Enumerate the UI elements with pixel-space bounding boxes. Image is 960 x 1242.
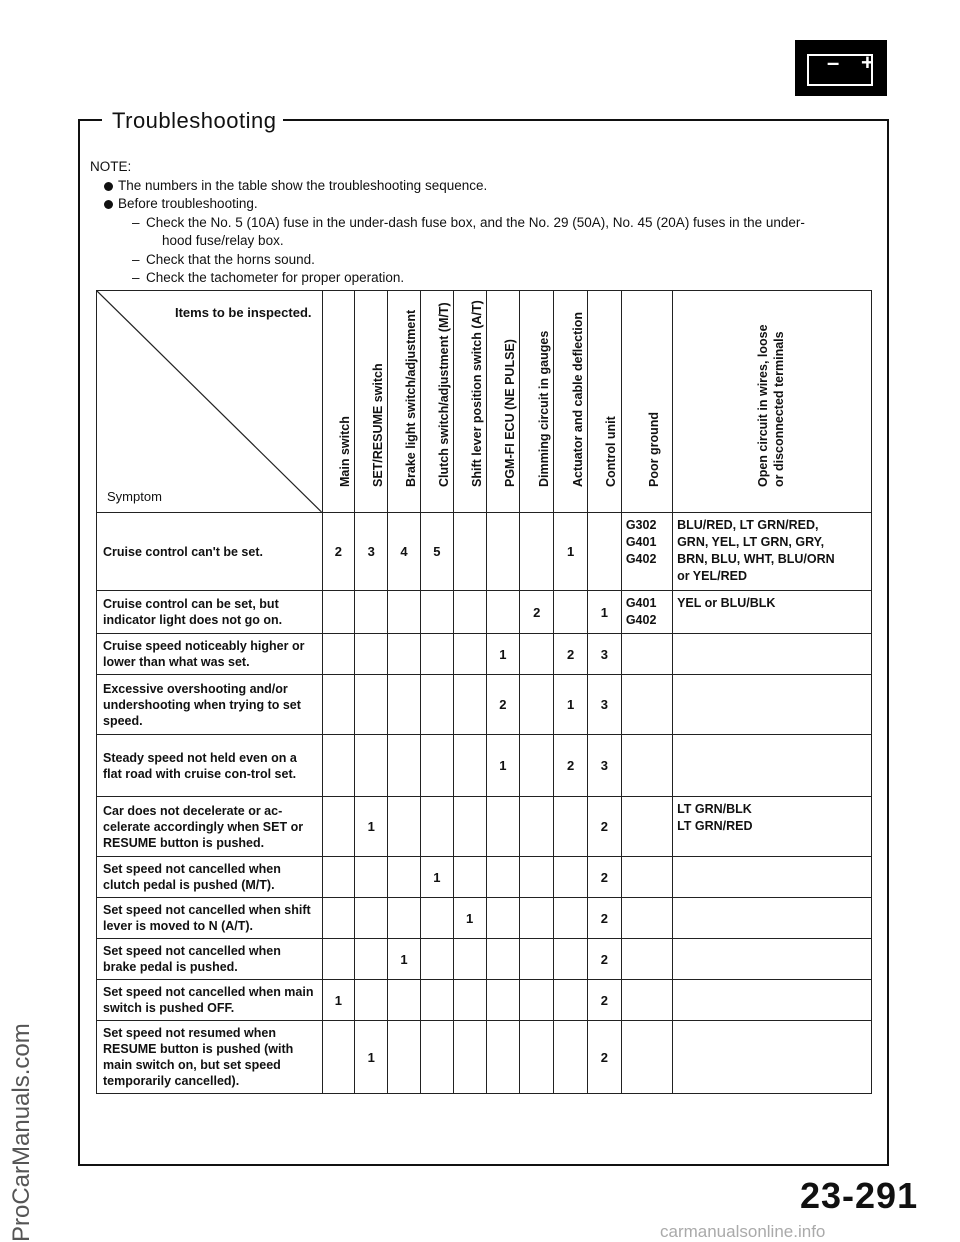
sequence-cell: 2 [322, 513, 355, 591]
sequence-cell [420, 675, 453, 735]
sequence-cell [322, 634, 355, 675]
sequence-cell [388, 797, 421, 857]
sequence-cell [420, 939, 453, 980]
wires-cell: BLU/RED, LT GRN/RED, GRN, YEL, LT GRN, GRY, BRN, BLU, WHT, BLU/ORN or YEL/RED [673, 513, 872, 591]
sequence-cell: 1 [486, 634, 520, 675]
symptom-cell: Cruise speed noticeably higher or lower than what was set. [97, 634, 323, 675]
sequence-cell [520, 898, 554, 939]
frame-border [887, 119, 889, 1166]
sequence-cell: 1 [554, 513, 588, 591]
sequence-cell [554, 898, 588, 939]
sequence-cell [420, 797, 453, 857]
column-header [322, 291, 355, 513]
table-row [97, 513, 872, 591]
notes-label: NOTE: [90, 159, 132, 174]
symptom-cell: Set speed not resumed when RESUME button is pushed (with main switch on, but set speed temporarily cancelled). [97, 1021, 323, 1094]
ground-cell [621, 939, 672, 980]
ground-cell [621, 1021, 672, 1094]
sequence-cell: 1 [355, 797, 388, 857]
frame-border [78, 119, 80, 1166]
table-row [97, 797, 872, 857]
sequence-cell [420, 898, 453, 939]
table-row [97, 735, 872, 797]
sequence-cell [486, 797, 520, 857]
sequence-cell: 2 [587, 939, 621, 980]
note-dash: – Check that the horns sound. [90, 251, 875, 270]
sequence-cell [420, 591, 453, 634]
column-header [453, 291, 486, 513]
sequence-cell [355, 939, 388, 980]
sequence-cell [554, 857, 588, 898]
note-bullet: Before troubleshooting. [90, 195, 875, 214]
column-header [486, 291, 520, 513]
column-header-label: SET/RESUME switch [371, 363, 386, 487]
sequence-cell [388, 980, 421, 1021]
notes-block [90, 158, 875, 288]
sequence-cell [420, 634, 453, 675]
sequence-cell: 4 [388, 513, 421, 591]
table-row [97, 591, 872, 634]
symptom-cell: Cruise control can't be set. [97, 513, 323, 591]
ground-cell [621, 675, 672, 735]
sequence-cell: 1 [453, 898, 486, 939]
sequence-cell [587, 513, 621, 591]
table-row [97, 980, 872, 1021]
column-header-label: Shift lever position switch (A/T) [469, 300, 484, 487]
source-watermark: carmanualsonline.info [660, 1222, 826, 1241]
wires-cell [673, 634, 872, 675]
symptom-cell: Cruise control can be set, but indicator light does not go on. [97, 591, 323, 634]
sequence-cell [453, 591, 486, 634]
column-header-label: Open circuit in wires, loose [756, 324, 771, 487]
wires-cell [673, 939, 872, 980]
items-header: Items to be inspected. [174, 305, 312, 320]
sequence-cell [355, 675, 388, 735]
sequence-cell [453, 939, 486, 980]
ground-cell [621, 898, 672, 939]
sequence-cell [486, 591, 520, 634]
battery-icon: – + [795, 40, 887, 96]
corner-diagonal-line [97, 291, 322, 512]
sequence-cell [520, 980, 554, 1021]
sequence-cell [453, 675, 486, 735]
column-header-label: or disconnected terminals [772, 331, 787, 487]
column-header [420, 291, 453, 513]
sequence-cell [388, 675, 421, 735]
sequence-cell [322, 857, 355, 898]
ground-cell: G401 G402 [621, 591, 672, 634]
sequence-cell [554, 591, 588, 634]
wires-cell [673, 898, 872, 939]
column-header [587, 291, 621, 513]
symptom-cell: Set speed not cancelled when brake pedal is pushed. [97, 939, 323, 980]
sequence-cell [486, 980, 520, 1021]
sequence-cell [355, 898, 388, 939]
sequence-cell: 2 [587, 857, 621, 898]
sequence-cell [322, 1021, 355, 1094]
column-header [621, 291, 672, 513]
frame-border [283, 119, 889, 121]
sequence-cell [388, 634, 421, 675]
sequence-cell [355, 634, 388, 675]
sequence-cell [520, 939, 554, 980]
sequence-cell [453, 1021, 486, 1094]
symptom-header: Symptom [107, 489, 162, 504]
sequence-cell: 5 [420, 513, 453, 591]
sequence-cell: 3 [355, 513, 388, 591]
column-header-label: Actuator and cable deflection [570, 311, 585, 487]
ground-cell [621, 735, 672, 797]
symptom-cell: Car does not decelerate or ac-celerate accordingly when SET or RESUME button is pushed. [97, 797, 323, 857]
ground-cell: G302 G401 G402 [621, 513, 672, 591]
sequence-cell [322, 591, 355, 634]
note-dash: – Check the tachometer for proper operation. [90, 269, 875, 288]
sequence-cell [453, 634, 486, 675]
table-row [97, 675, 872, 735]
column-header-label: Poor ground [646, 412, 661, 487]
column-header [520, 291, 554, 513]
sequence-cell [388, 857, 421, 898]
sequence-cell [554, 939, 588, 980]
sequence-cell [554, 1021, 588, 1094]
symptom-cell: Set speed not cancelled when clutch pedal is pushed (M/T). [97, 857, 323, 898]
sequence-cell: 1 [486, 735, 520, 797]
sequence-cell: 2 [486, 675, 520, 735]
column-header [355, 291, 388, 513]
sequence-cell [322, 939, 355, 980]
table-row [97, 857, 872, 898]
sequence-cell [388, 735, 421, 797]
sequence-cell [453, 857, 486, 898]
wires-cell: LT GRN/BLK LT GRN/RED [673, 797, 872, 857]
sequence-cell [486, 857, 520, 898]
sequence-cell: 2 [587, 1021, 621, 1094]
sequence-cell [388, 898, 421, 939]
note-continuation: hood fuse/relay box. [162, 233, 284, 248]
sequence-cell [420, 735, 453, 797]
sequence-cell [322, 675, 355, 735]
sequence-cell [453, 980, 486, 1021]
sequence-cell [322, 735, 355, 797]
sequence-cell [355, 735, 388, 797]
symptom-cell: Steady speed not held even on a flat road with cruise con-trol set. [97, 735, 323, 797]
sequence-cell: 1 [322, 980, 355, 1021]
column-header [673, 291, 872, 513]
column-header-label: Main switch [338, 416, 353, 487]
sequence-cell [453, 513, 486, 591]
sequence-cell [520, 735, 554, 797]
table-row [97, 1021, 872, 1094]
sequence-cell: 2 [554, 634, 588, 675]
sequence-cell [420, 1021, 453, 1094]
sequence-cell [322, 797, 355, 857]
sequence-cell [520, 857, 554, 898]
sequence-cell: 1 [554, 675, 588, 735]
sequence-cell [486, 1021, 520, 1094]
wires-cell [673, 735, 872, 797]
sequence-cell: 2 [587, 797, 621, 857]
column-header-label: Control unit [604, 416, 619, 487]
symptom-cell: Excessive overshooting and/or undershooting when trying to set speed. [97, 675, 323, 735]
sequence-cell: 2 [587, 898, 621, 939]
ground-cell [621, 634, 672, 675]
symptom-cell: Set speed not cancelled when main switch is pushed OFF. [97, 980, 323, 1021]
ground-cell [621, 857, 672, 898]
ground-cell [621, 797, 672, 857]
wires-cell [673, 857, 872, 898]
sequence-cell [520, 797, 554, 857]
wires-cell [673, 1021, 872, 1094]
troubleshooting-table [96, 290, 872, 1094]
side-watermark: ProCarManuals.com [8, 1023, 35, 1242]
sequence-cell [520, 634, 554, 675]
sequence-cell [520, 513, 554, 591]
sequence-cell [355, 980, 388, 1021]
column-header-label: PGM-FI ECU (NE PULSE) [502, 339, 517, 487]
sequence-cell: 3 [587, 634, 621, 675]
sequence-cell: 1 [355, 1021, 388, 1094]
sequence-cell [453, 797, 486, 857]
sequence-cell [388, 591, 421, 634]
sequence-cell: 2 [587, 980, 621, 1021]
sequence-cell [420, 980, 453, 1021]
sequence-cell: 3 [587, 735, 621, 797]
sequence-cell: 1 [388, 939, 421, 980]
sequence-cell [520, 1021, 554, 1094]
sequence-cell [486, 939, 520, 980]
column-header-label: Clutch switch/adjustment (M/T) [436, 302, 451, 487]
sequence-cell: 2 [554, 735, 588, 797]
table-row [97, 634, 872, 675]
sequence-cell [388, 1021, 421, 1094]
page-number: 23-291 [800, 1175, 919, 1216]
note-dash: – Check the No. 5 (10A) fuse in the under-dash fuse box, and the No. 29 (50A), No. 45 (20A) fuses in the under- [90, 214, 875, 233]
sequence-cell [355, 857, 388, 898]
sequence-cell: 1 [587, 591, 621, 634]
sequence-cell [554, 797, 588, 857]
column-header [554, 291, 588, 513]
sequence-cell [486, 513, 520, 591]
table-row [97, 939, 872, 980]
symptom-cell: Set speed not cancelled when shift lever is moved to N (A/T). [97, 898, 323, 939]
table-row [97, 898, 872, 939]
sequence-cell [554, 980, 588, 1021]
note-bullet: The numbers in the table show the troubleshooting sequence. [90, 177, 875, 196]
column-header [388, 291, 421, 513]
sequence-cell [520, 675, 554, 735]
wires-cell [673, 980, 872, 1021]
column-header-label: Brake light switch/adjustment [404, 309, 418, 487]
sequence-cell [355, 591, 388, 634]
table-corner [97, 291, 323, 513]
sequence-cell: 1 [420, 857, 453, 898]
sequence-cell: 2 [520, 591, 554, 634]
sequence-cell [486, 898, 520, 939]
section-heading: Troubleshooting [112, 108, 277, 133]
column-header-label: Dimming circuit in gauges [536, 330, 551, 487]
ground-cell [621, 980, 672, 1021]
frame-border [78, 119, 102, 121]
sequence-cell [453, 735, 486, 797]
sequence-cell: 3 [587, 675, 621, 735]
wires-cell [673, 675, 872, 735]
sequence-cell [322, 898, 355, 939]
wires-cell: YEL or BLU/BLK [673, 591, 872, 634]
frame-border [78, 1164, 889, 1166]
